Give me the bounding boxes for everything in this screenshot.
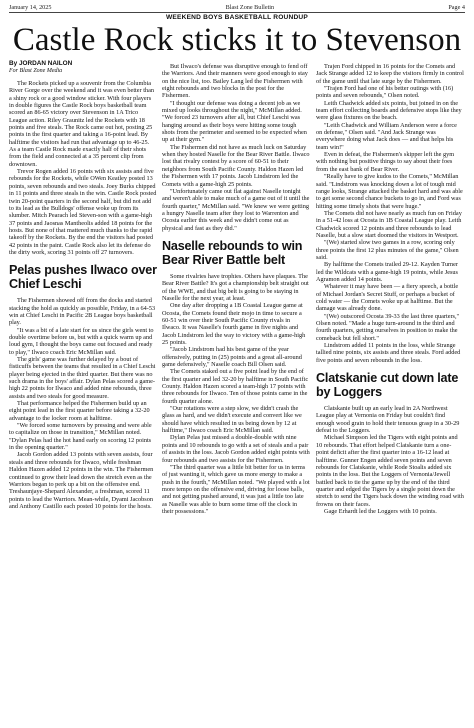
article-paragraph: Lindstrom added 11 points in the loss, while Strange tallied nine points, six assists and three steals. Ford added five points and seven rebounds in the loss. [316,342,461,364]
page-header [9,2,465,12]
byline: By JORDAN NAILON [9,60,73,67]
article-paragraph: One day after dropping a 1B Coastal League game at Ocosta, the Comets found their mojo in time to secure a 60-51 win over their South Pacific County rivals in Ilwaco. It was Naselle's fourth game in five nights and Jacob Lindstrom led the way to victory with a game-high 25 points. [162,302,306,346]
article-paragraph: Leith Chadwick added six points, but joined in on the team effort collecting boards and defensive stops like they were glass fixtures on the beach. [316,99,462,122]
subheadline: Pelas pushes Ilwaco over Chief Leschi [9,263,157,292]
article-column-2 [162,63,310,515]
subheadline: Naselle rebounds to win Bear River Battle belt [162,238,303,267]
section-kicker: WEEKEND BOYS BASKETBALL ROUNDUP [166,14,308,21]
article-paragraph: Trevor Rogen added 16 points with six assists and five rebounds for the Rockets, while OWen Keatley posted 13 points, seven rebounds and two steals. Joey Burks chipped in 11 points and three steals in the win. Castle Rock posted twin 20-point quarters in the second half, but did not add to its lead as the Bulldogs' offense woke up from its slumber. Mitch Pearach led Steven-son with a game-high 37 points and Jaosnas Mantheolis added 18 points for the hosts. But none of that mattered much thanks to the rapid takeoff by the Rockets. By the end the visitors had posted 42 points in the paint. Castle Rock also let its defense do the dirty work, scoring 31 points off 27 turnovers. [9,168,157,256]
column-body [162,63,310,232]
article-paragraph: The girls' game was further delayed by a bout of fisticuffs between the teams that resulted in a Chief Leschi player being ejected in the third quarter. But there was no such drama in the boys' affair. Dylan Pelas scored a game-high 22 points for Ilwaco and added nine rebounds, three assists and two steals for good measure. [9,356,156,400]
article-paragraph: The Rockets picked up a souvenir from the Columbia River Gorge over the weekend and it was even better than a shiny rock or a good window sticker. With four players in double figures the Castle Rock boys basketball team scored an 86-65 victory over Stevenson in 1A Trico League action. Riley Graunitz led the Rockets with 18 points and five steals. The Rock came out hot, posting 25 points in the first quarter and taking a 16-point lead. By halftime the visitors had run that advantage up to 46-25. As a team Castle Rock made exactly half of their shots from the field and connected at a 35 percent clip from downtown. [9,80,154,168]
article-paragraph: "It was a bit of a late start for us since the girls went to double overtime before us, but with a quick warm up and loud gym, I thought the boys came out focused and ready to play," Ilwaco coach Eric McMillan said. [9,326,154,356]
article-paragraph: The Fishermen did not have as much luck on Saturday when they hosted Naselle for the Bear River Battle. Ilwaco lost that rivalry contest by a score of 60-51 to their neighbors from South Pacific County. Haldon Hazen led the Fishermen with 17 points. Jacob Lindstrom led the Comets with a game-high 25 points. [162,143,310,188]
article-paragraph: "Our rotations were a step slow, we didn't crash the glass as hard, and we didn't execute and convert like we should have which resulted in us being down by 12 at halftime," Ilwaco coach Eric McMillan said. [162,405,302,435]
article-paragraph: But Ilwaco's defense was disruptive enough to fend off the Warriors. And their manners were good enough to stay on the nice list, too. Bailey Lang led the Fishermen with eight rebounds and two blocks in the post for the Fishermen. [162,63,308,100]
article-paragraph: "Trajen Ford had one of his better outings with (16) points and seven rebounds," Olsen noted. [316,85,454,100]
article-column-1 [9,60,157,510]
column-body [316,63,464,364]
article-paragraph: "We forced some turnovers by pressing and were able to capitalize on those in transition," McMillan noted. "Dylan Pelas had the hot hand early on scoring 12 points in the opening quarter." [9,422,152,452]
column-body [9,80,157,256]
article-paragraph: The Comets staked out a five point lead by the end of the first quarter and led 32-20 by halftime in South Pacific County. Haldon Hazen scored a team-high 17 points with three rebounds for Ilwaco. Ten of those points came in the fourth quarter alone. [162,368,309,405]
article-paragraph: Trajen Ford chipped in 16 points for the Comets and Jack Strange added 12 to keep the visitors firmly in control of the game until that late surge by the Fishermen. [316,63,464,85]
column-body-2 [316,405,464,515]
article-paragraph: Gage Erhardt led the Loggers with 10 points. [324,507,437,515]
article-paragraph: By halftime the Comets trailed 29-12. Kayden Turner led the Wildcats with a game-high 19 points, while Jesus Agramon added 14 points. [316,261,459,283]
article-paragraph: "The third quarter was a little bit better for us in terms of just wanting it, which gave us more energy to make a push in the fourth," McMillan noted. "We played with a lot more tempo on the offensive end, driving for loose balls, and not getting pushed around, it was just a little too late as Naselle was able to burn some time off the clock in their possessions." [162,463,310,515]
publication-name: Blast Zone Bulletin [225,3,275,11]
page-number: Page 4 [448,3,465,11]
article-paragraph: That performance helped the Fishermen build up an eight point lead in the first quarter before taking a 32-20 advantage to the locker room at halftime. [9,400,150,422]
article-paragraph: "Really have to give kudos to the Comets," McMillan said. "Lindstrom was knocking down a lot of tough mid range looks, Strange attacked the basket hard and was able to get some second chance buckets to go in, and Ford was hitting some timely shots that were huge." [316,173,463,210]
article-paragraph: "Jacob Lindstrom had his best game of the year offensively, putting in (25) points and a great all-around game defensively," Naselle coach Bill Olsen said. [162,346,302,369]
article-paragraph: Some rivalries have trophies. Others have plaques. The Bear River Battle? It's got a championship belt straight out of the WWE, and that big belt is going to be staying in Naselle for the next year, at least. [162,272,309,302]
article-paragraph: "I thought our defense was doing a decent job as we mixed up looks throughout the night," McMillan added. "We forced 23 turnovers after all, but Chief Leschi was hanging around as their boys were hitting some tough shots from the perimeter and seemed to be expected when up at their gym." [162,99,307,144]
subheadline: Clatskanie cut down late by Loggers [316,371,459,400]
article-paragraph: Dylan Pelas just missed a double-double with nine points and 10 rebounds to go with a set of steals and a pair of assists in the loss. Jacob Gordon added eight points with four rebounds and two assists for the Fishermen. [162,434,310,464]
issue-date: January 14, 2025 [9,3,52,11]
byline-org: For Blast Zone Media [9,67,63,74]
article-paragraph: "Leith Chadwick and William Anderson were a force on defense," Olsen said. "And Jack Strange was everywhere doing what Jack does — and that helps his team win!" [316,121,457,151]
article-paragraph: "(We) outscored Ocosta 39-33 the last three quarters," Olsen noted. "Made a huge turn-around in the third and fourth quarters, getting ourselves in position to make the comeback but fell short." [316,312,460,342]
article-paragraph: Whatever it may have been — a fiery speech, a bottle of Michael Jordan's Secret Stuff, or perhaps a bucket of cold water — the Comets woke up at halftime. But the damage was already done. [316,283,459,313]
column-body-2 [162,273,310,515]
article-paragraph: Even in defeat, the Fishermen's skipper left the gym with nothing but positive things to say about their foes from the east bank of Bear River. [316,151,455,173]
headline: Castle Rock sticks it to Stevenson [12,22,462,58]
column-body-2 [9,297,157,510]
article-paragraph: The Fishermen showed off from the docks and started stacking the hold as quickly as possible, Friday, in a 64-53 win at Chief Leschi in Pacific 2B League boys basketball play. [9,297,156,327]
header-rule [9,12,465,13]
article-paragraph: "(We) started slow two games in a row, scoring only three points the first 12 plus minutes of the game," Olsen said. [316,239,459,261]
article-paragraph: Jacob Gordon added 13 points with seven assists, four steals and three rebounds for Ilwaco, while freshman Haldon Hazen added 12 points in the win. The Fishermen continued to grow their lead down the stretch even as the Warriors began to perk up a bit on the offensive end. Treshaunjaye-Shepard Alexander, a freshman, scored 11 points to lead the Warriors. Mean-while, Dyami Jacobson and Anthony Castillo each posted 10 points for the hosts. [9,451,154,510]
article-paragraph: Clatskanie built up an early lead in 2A Northwest League play at Vernonia on Friday but couldn't find enough wood grain to hold their tenuous grasp in a 30-29 defeat to the Loggers. [316,405,460,435]
article-paragraph: "Unfortunately came out flat against Naselle tonight and weren't able to make much of a game out of it until the fourth quarter," McMillan said. "We knew we were getting a hungry Naselle team after they lost to Warrenton and Ocosta earlier this week and we didn't come out as physical and fast as they did." [162,187,310,232]
article-paragraph: The Comets did not have nearly as much fun on Friday in a 51-42 loss at Ocosta in 1B Coastal League play. Leith Chadwick scored 12 points and three rebounds to lead Naselle, but a slow start doomed the visitors in Westport. [316,209,462,239]
article-column-3 [316,63,464,515]
article-paragraph: Michael Simpson led the Tigers with eight points and 10 rebounds. That effort helped Clatskanie turn a one-point deficit after the first quarter into a 16-12 lead at halftime. Gunner Engen added seven points and seven rebounds for Clatskanie, while Rode Stoalis added six points in the loss. But the Loggers of Vernonia/Jewell battled back to tie the game up by the end of the third quarter and edged the Tigers by a single point down the stretch to send the Tigers back down the winding road with frowns on their faces. [316,434,464,508]
